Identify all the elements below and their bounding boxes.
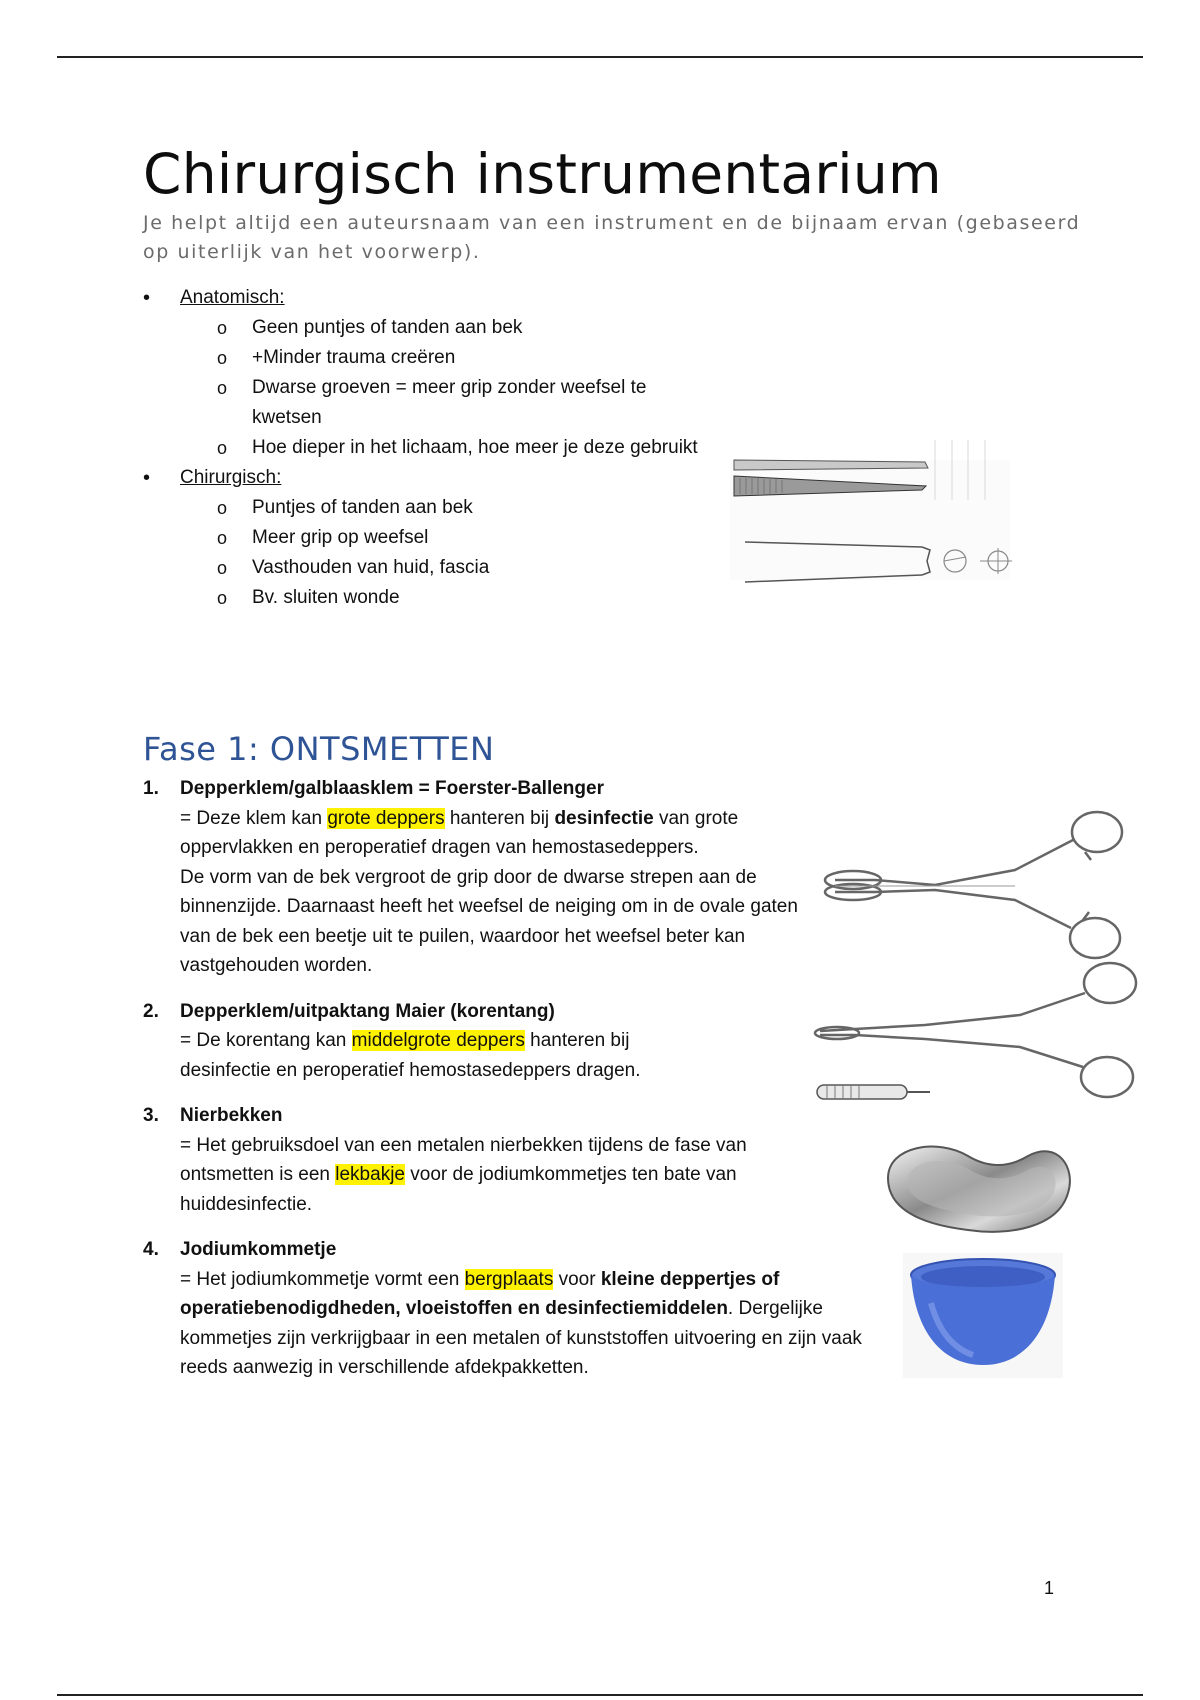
text-run: . Dergelijke kommetjes zijn verkrijgbaar in een metalen of kunststoffen uitvoering en zijn vaak reeds aanwezig in verschillende afdekpakketten. (180, 1298, 862, 1378)
item-description (180, 1131, 820, 1220)
foerster-clamp-illustration (815, 800, 1155, 970)
intro-list (143, 283, 703, 613)
item-number: 1. (143, 778, 159, 799)
highlighted-text: lekbakje (335, 1164, 405, 1185)
category-item (143, 463, 703, 613)
item-title: Jodiumkommetje (180, 1239, 337, 1260)
text-run: hanteren bij (444, 807, 555, 829)
instrument-item (143, 774, 903, 981)
text-run: = Het jodiumkommetje vormt een (180, 1268, 465, 1290)
page-title: Chirurgisch instrumentarium (143, 142, 942, 206)
highlighted-text: grote deppers (327, 807, 445, 829)
category-point: o +Minder trauma creëren (252, 343, 703, 373)
category-item (143, 283, 703, 463)
category-point: o Hoe dieper in het lichaam, hoe meer je deze gebruikt (252, 433, 703, 463)
item-extra-description: De vorm van de bek vergroot de grip door de dwarse strepen aan de binnenzijde. Daarnaast heeft het weefsel de neiging om in de ovale gaten van de bek een beetje uit te puilen, waardoor het weefsel beter kan vastgehouden worden. (180, 866, 798, 976)
category-point: o Bv. sluiten wonde (252, 583, 703, 613)
maier-clamp-illustration (805, 955, 1165, 1105)
category-label: Chirurgisch: (180, 467, 282, 488)
instrument-item (143, 1101, 903, 1219)
item-description (180, 1265, 910, 1383)
bold-text: desinfectie (554, 807, 654, 829)
instrument-item (143, 997, 903, 1086)
item-title: Depperklem/galblaasklem = Foerster-Ballenger (180, 778, 604, 799)
highlighted-text: bergplaats (464, 1268, 554, 1290)
page-subtitle: Je helpt altijd een auteursnaam van een instrument en de bijnaam ervan (gebaseerd op uiterlijk van het voorwerp). (143, 212, 1081, 263)
text-run: hanteren bij desinfectie en peroperatief hemostasedeppers dragen. (180, 1030, 641, 1081)
item-description (180, 1026, 700, 1085)
category-point: o Puntjes of tanden aan bek (252, 493, 703, 523)
item-number: 3. (143, 1105, 159, 1126)
item-number: 4. (143, 1239, 159, 1260)
category-point: o Meer grip op weefsel (252, 523, 703, 553)
kidney-dish-illustration (878, 1138, 1078, 1238)
text-run: voor de jodiumkommetjes ten bate van huiddesinfectie. (180, 1164, 737, 1215)
iodine-bowl-illustration (903, 1253, 1063, 1378)
tweezers-illustration (730, 440, 1030, 600)
instrument-list (143, 774, 903, 1399)
category-point: o Vasthouden van huid, fascia (252, 553, 703, 583)
item-title: Nierbekken (180, 1105, 283, 1126)
bottom-rule (57, 1694, 1143, 1696)
top-rule (57, 56, 1143, 58)
item-description (180, 804, 820, 863)
item-title: Depperklem/uitpaktang Maier (korentang) (180, 1000, 555, 1022)
text-run: van grote oppervlakken en peroperatief dragen van hemostasedeppers. (180, 807, 739, 858)
bold-text: kleine deppertjes of operatiebenodigdheden, vloeistoffen en desinfectiemiddelen (180, 1268, 780, 1319)
text-run: voor (553, 1268, 601, 1290)
section-heading: Fase 1: ONTSMETTEN (143, 730, 495, 768)
highlighted-text: middelgrote deppers (351, 1030, 525, 1051)
category-point: o Dwarse groeven = meer grip zonder weefsel te kwetsen (252, 373, 703, 433)
instrument-item (143, 1235, 903, 1383)
text-run: = Deze klem kan (180, 807, 328, 829)
text-run: = Het gebruiksdoel van een metalen nierbekken tijdens de fase van ontsmetten is een (180, 1134, 747, 1185)
text-run: = De korentang kan (180, 1030, 352, 1051)
item-number: 2. (143, 1000, 159, 1022)
category-label: Anatomisch: (180, 287, 285, 308)
page-number: 1 (1044, 1578, 1055, 1598)
category-point: o Geen puntjes of tanden aan bek (252, 313, 703, 343)
